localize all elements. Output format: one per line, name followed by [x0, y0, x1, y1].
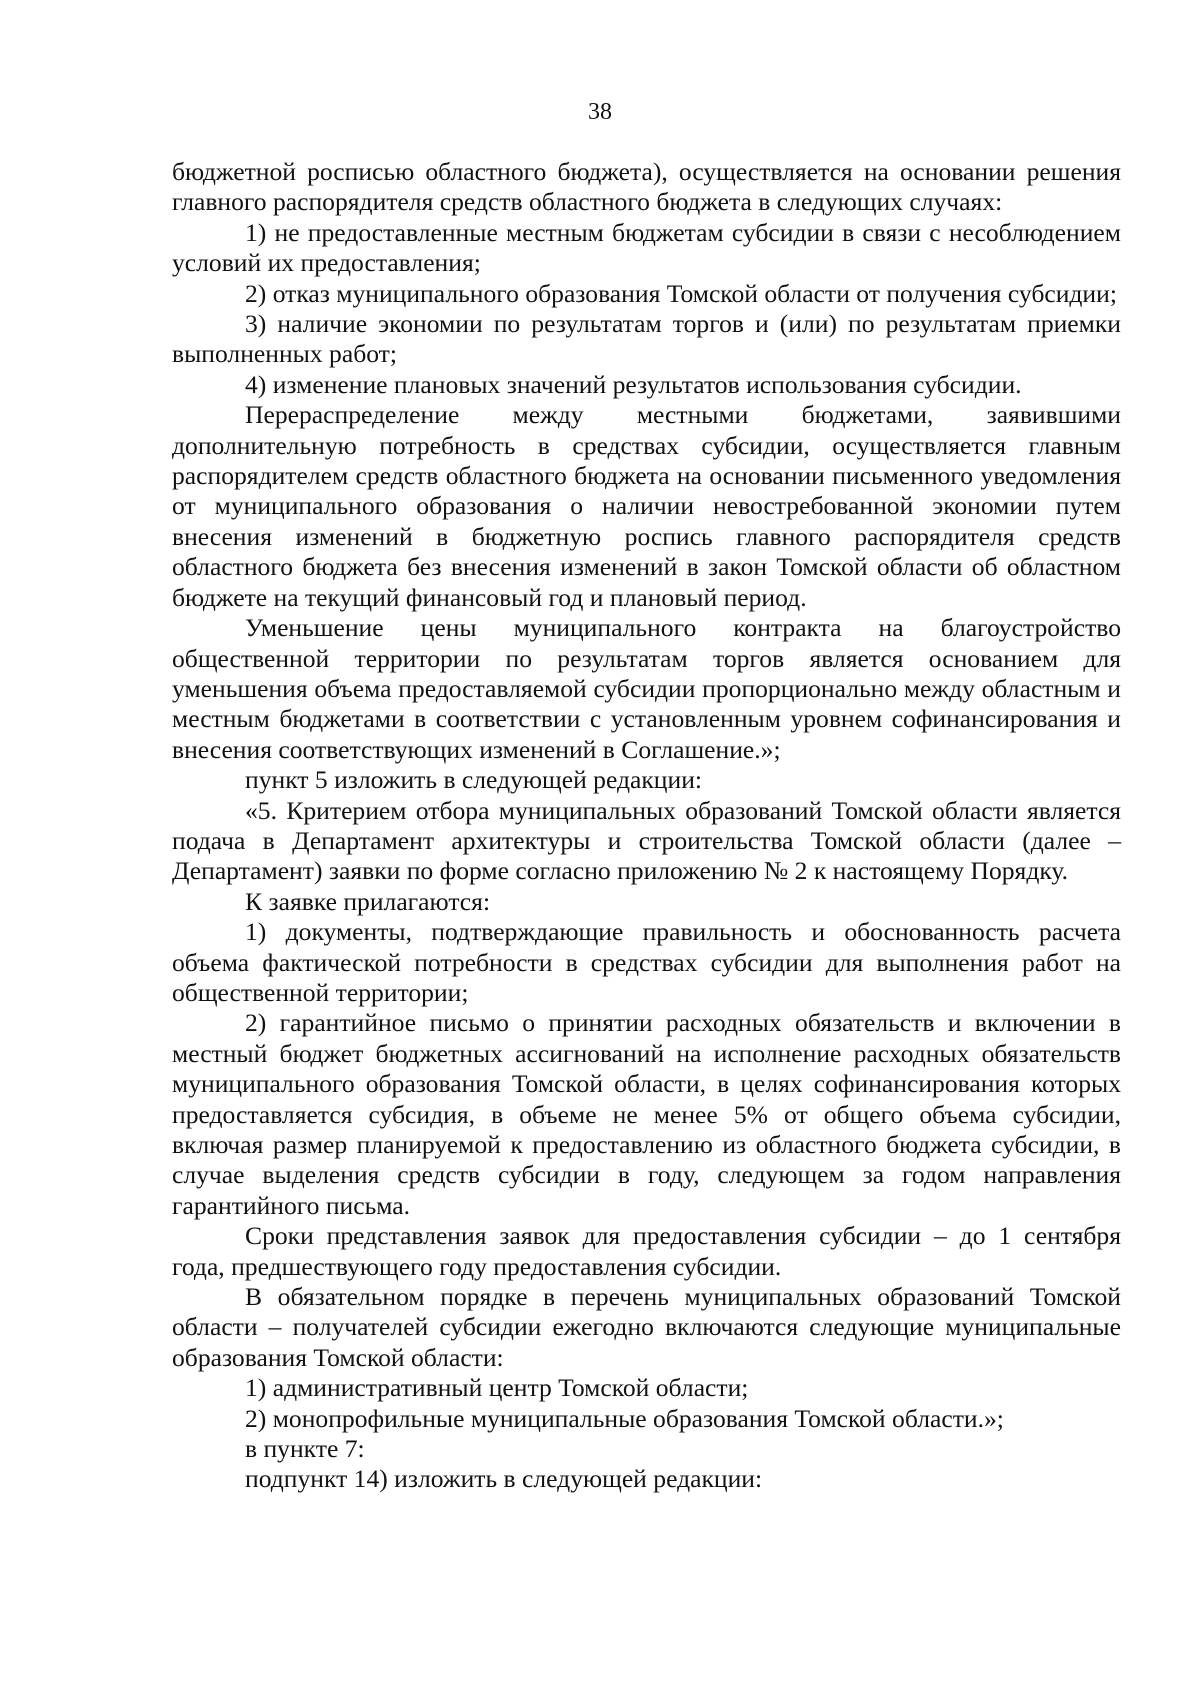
document-body [172, 157, 1121, 1495]
paragraph: В обязательном порядке в перечень муниципальных образований Томской области – получателей субсидии ежегодно включаются следующие муниципальные образования Томской области: [172, 1282, 1121, 1372]
list-item: 2) монопрофильные муниципальные образования Томской области.»; [245, 1403, 1004, 1433]
paragraph: «5. Критерием отбора муниципальных образований Томской области является подача в Департамент архитектуры и строительства Томской области (далее – Департамент) заявки по форме согласно приложению № 2 к настоящему Порядку. [172, 795, 1121, 886]
paragraph: Уменьшение цены муниципального контракта на благоустройство общественной территории по результатам торгов является основанием для уменьшения объема предоставляемой субсидии пропорционально между областным и местным бюджетами в соответствии с установленным уровнем софинансирования и внесения соответствующих изменений в Соглашение.»; [172, 613, 1121, 764]
page-number: 38 [588, 99, 612, 125]
paragraph: К заявке прилагаются: [245, 886, 491, 916]
list-item: 2) отказ муниципального образования Томской области от получения субсидии; [245, 278, 1117, 308]
paragraph: бюджетной росписью областного бюджета), осуществляется на основании решения главного распорядителя средств областного бюджета в следующих случаях: [172, 157, 1121, 217]
paragraph: Сроки представления заявок для предоставления субсидии – до 1 сентября года, предшествующего году предоставления субсидии. [172, 1221, 1121, 1281]
paragraph: пункт 5 изложить в следующей редакции: [245, 765, 703, 795]
paragraph: в пункте 7: [245, 1434, 365, 1464]
paragraph: подпункт 14) изложить в следующей редакции: [245, 1464, 763, 1494]
list-item: 3) наличие экономии по результатам торгов и (или) по результатам приемки выполненных работ; [172, 309, 1121, 369]
list-item: 1) не предоставленные местным бюджетам субсидии в связи с несоблюдением условий их предоставления; [172, 217, 1121, 278]
list-item: 1) документы, подтверждающие правильность и обоснованность расчета объема фактической потребности в средствах субсидии для выполнения работ на общественной территории; [172, 917, 1121, 1007]
list-item: 4) изменение плановых значений результатов использования субсидии. [245, 369, 1022, 399]
list-item: 2) гарантийное письмо о принятии расходных обязательств и включении в местный бюджет бюджетных ассигнований на исполнение расходных обязательств муниципального образования Томской области, в целях софинансирования которых предоставляется субсидия, в объеме не менее 5% от общего объема субсидии, включая размер планируемой к предоставлению из областного бюджета субсидии, в случае выделения средств субсидии в году, следующем за годом направления гарантийного письма. [172, 1008, 1121, 1220]
paragraph: Перераспределение между местными бюджетами, заявившими дополнительную потребность в средствах субсидии, осуществляется главным распорядителем средств областного бюджета на основании письменного уведомления от муниципального образования о наличии невостребованной экономии путем внесения изменений в бюджетную роспись главного распорядителя средств областного бюджета без внесения изменений в закон Томской области об областном бюджете на текущий финансовый год и плановый период. [172, 400, 1121, 612]
list-item: 1) административный центр Томской области; [245, 1373, 749, 1403]
